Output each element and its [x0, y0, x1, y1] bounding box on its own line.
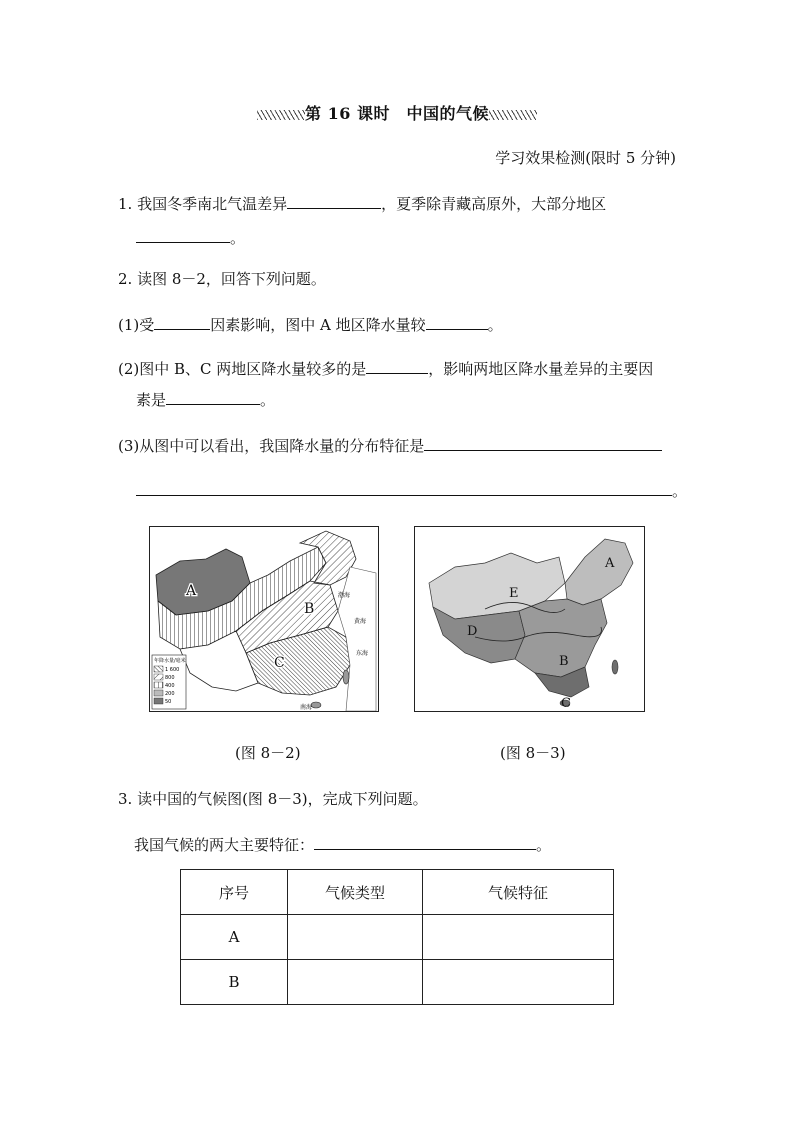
q2-p1-text-c: 。 — [487, 315, 503, 334]
sea-label-yellow: 黄海 — [354, 618, 367, 625]
q1-blank-2[interactable] — [136, 226, 230, 243]
figure-8-3-climate-map — [414, 526, 645, 712]
climate-region-a — [565, 539, 633, 605]
legend-value-1600: 1 600 — [165, 667, 180, 673]
legend-value-800: 800 — [165, 675, 175, 681]
legend-swatch-1600 — [154, 666, 163, 672]
q2-part2-line2 — [136, 388, 275, 410]
q2-part2-line1 — [118, 357, 653, 379]
q1-text-a: 1. 我国冬季南北气温差异 — [118, 194, 288, 213]
island-hainan — [311, 702, 321, 708]
legend-swatch-400 — [154, 682, 163, 688]
q1-text-end: 。 — [230, 228, 246, 247]
table-header-row — [181, 870, 614, 915]
map1-label-c: C — [274, 655, 285, 671]
q1-text-b: ，夏季除青藏高原外，大部分地区 — [381, 194, 607, 213]
island-taiwan — [343, 670, 349, 684]
q2-p2-text-d: 。 — [260, 390, 276, 409]
map2-label-a: A — [605, 556, 615, 571]
map1-label-a: A — [186, 583, 197, 599]
precipitation-map-svg — [150, 527, 378, 711]
q3-text-end: 。 — [536, 835, 552, 854]
q2-p1-text-b: 因素影响，图中 A 地区降水量较 — [210, 315, 426, 334]
climate-map-svg — [415, 527, 644, 711]
q2-intro: 2. 读图 8－2，回答下列问题。 — [118, 270, 326, 288]
q2-p2-blank-2[interactable] — [166, 388, 260, 405]
q2-p2-text-b: ，影响两地区降水量差异的主要因 — [428, 359, 654, 378]
q2-p3-blank-1[interactable] — [424, 434, 662, 451]
q2-part1 — [118, 313, 503, 335]
title-hatch-left — [257, 110, 305, 120]
table-cell-climate-type[interactable] — [288, 960, 423, 1005]
table-cell-climate-type[interactable] — [288, 915, 423, 960]
title-hatch-right — [489, 110, 537, 120]
legend-value-50: 50 — [165, 699, 172, 705]
table-header-climate-feature: 气候特征 — [423, 870, 614, 915]
table-row — [181, 960, 614, 1005]
lesson-title — [0, 101, 794, 124]
q2-part3-line2 — [136, 479, 687, 501]
legend-swatch-800 — [154, 674, 163, 680]
sea-label-east: 东海 — [356, 650, 369, 657]
q1-blank-1[interactable] — [287, 192, 381, 209]
sea-label-bohai: 渤海 — [338, 592, 351, 599]
q2-p1-blank-1[interactable] — [154, 313, 210, 330]
q1-line2 — [136, 226, 245, 248]
q1-line1 — [118, 192, 606, 214]
q3-features-line — [134, 833, 551, 855]
map2-label-e: E — [509, 586, 519, 601]
q2-p2-text-c: 素是 — [136, 390, 167, 409]
section-subtitle: 学习效果检测(限时 5 分钟) — [495, 149, 676, 167]
table-cell-climate-feature[interactable] — [423, 960, 614, 1005]
map2-label-c: C — [561, 696, 571, 711]
table-row — [181, 915, 614, 960]
legend-swatch-200 — [154, 690, 163, 696]
q2-p2-text-a: (2)图中 B、C 两地区降水量较多的是 — [118, 359, 367, 378]
q2-p1-text-a: (1)受 — [118, 315, 155, 334]
q3-blank[interactable] — [314, 833, 536, 850]
figure-8-2-caption: (图 8－2) — [235, 744, 301, 762]
legend-value-200: 200 — [165, 691, 175, 697]
sea-label-south: 南海 — [300, 704, 313, 711]
legend-value-400: 400 — [165, 683, 175, 689]
q3-text-a: 我国气候的两大主要特征： — [134, 835, 315, 854]
island-taiwan-2 — [612, 660, 618, 674]
table-header-number: 序号 — [181, 870, 288, 915]
q2-p3-text-end: 。 — [672, 481, 688, 500]
q2-p3-text-a: (3)从图中可以看出，我国降水量的分布特征是 — [118, 436, 425, 455]
map2-label-d: D — [467, 624, 478, 639]
climate-table — [180, 869, 614, 1005]
q3-intro: 3. 读中国的气候图(图 8－3)，完成下列问题。 — [118, 790, 428, 808]
legend-swatch-50 — [154, 698, 163, 704]
q2-p3-blank-2[interactable] — [136, 479, 672, 496]
figure-8-3-caption: (图 8－3) — [500, 744, 566, 762]
figure-8-2-precipitation-map — [149, 526, 379, 712]
legend-title: 年降水量/毫米 — [154, 658, 186, 664]
q2-p2-blank-1[interactable] — [366, 357, 428, 374]
table-header-climate-type: 气候类型 — [288, 870, 423, 915]
lesson-title-text: 第 16 课时 中国的气候 — [305, 104, 489, 123]
q2-part3-line1 — [118, 434, 662, 456]
q2-p1-blank-2[interactable] — [426, 313, 488, 330]
table-cell-climate-feature[interactable] — [423, 915, 614, 960]
table-cell-number: B — [181, 960, 288, 1005]
map1-label-b: B — [304, 601, 315, 617]
map2-label-b: B — [559, 654, 569, 669]
table-cell-number: A — [181, 915, 288, 960]
